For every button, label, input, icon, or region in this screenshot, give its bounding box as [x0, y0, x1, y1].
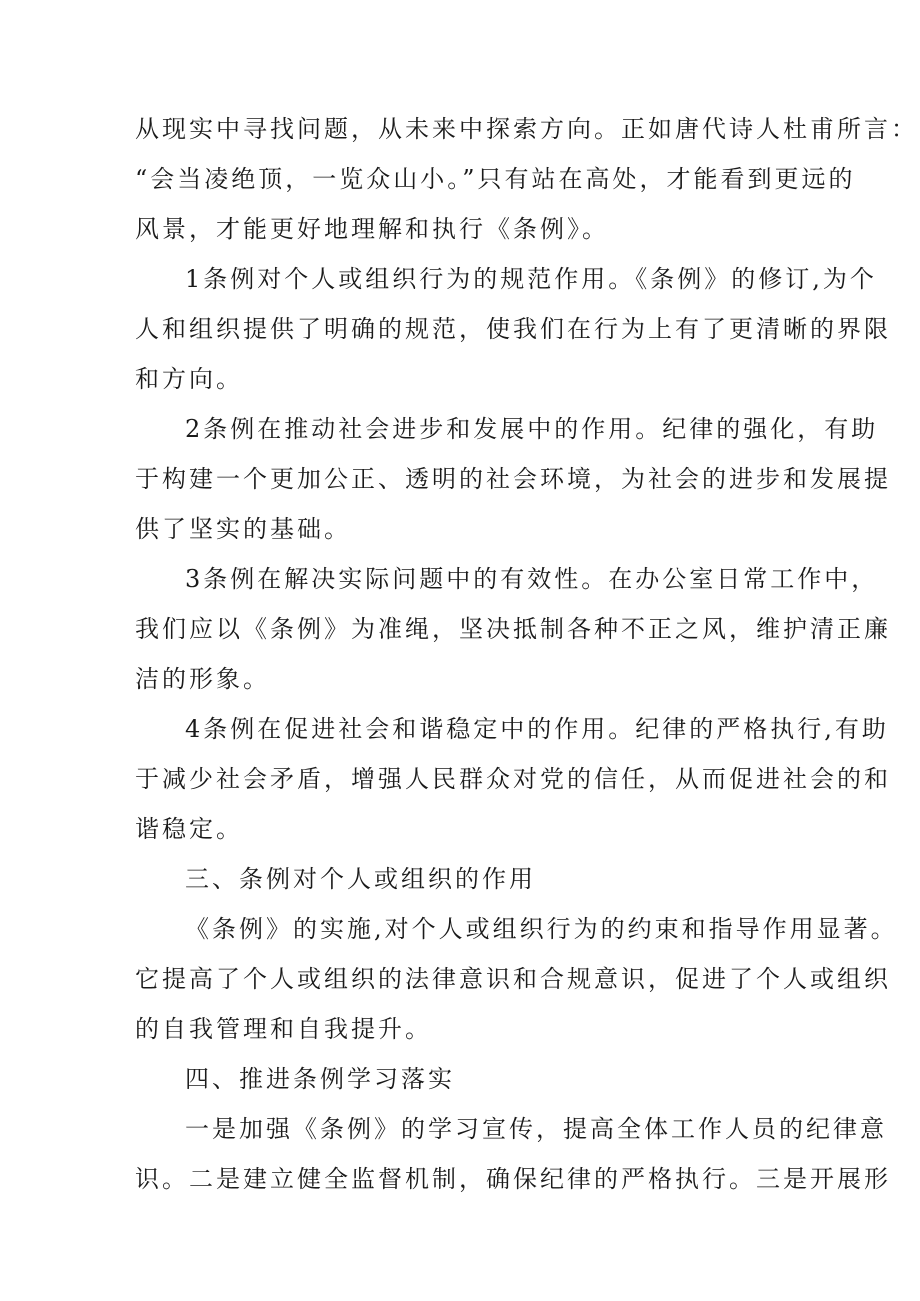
- text-line: 2条例在推动社会进步和发展中的作用。纪律的强化，有助: [185, 415, 879, 443]
- text-line: 于构建一个更加公正、透明的社会环境，为社会的进步和发展提: [135, 465, 891, 493]
- section-heading: 四、推进条例学习落实: [185, 1065, 455, 1093]
- text-line: 人和组织提供了明确的规范，使我们在行为上有了更清晰的界限: [135, 315, 891, 343]
- text-line: 的自我管理和自我提升。: [135, 1015, 432, 1043]
- text-line: 《条例》的实施,对个人或组织行为的约束和指导作用显著。: [185, 915, 898, 943]
- text-line: 4条例在促进社会和谐稳定中的作用。纪律的严格执行,有助: [185, 715, 889, 743]
- text-line: 风景，才能更好地理解和执行《条例》。: [135, 215, 609, 243]
- text-line: 谐稳定。: [135, 815, 243, 843]
- text-line: 和方向。: [135, 365, 243, 393]
- text-line: 1条例对个人或组织行为的规范作用。《条例》的修订,为个: [185, 265, 877, 293]
- text-line: 它提高了个人或组织的法律意识和合规意识，促进了个人或组织: [135, 965, 891, 993]
- text-line: “会当凌绝顶，一览众山小。”只有站在高处，才能看到更远的: [135, 165, 856, 193]
- text-line: 供了坚实的基础。: [135, 515, 351, 543]
- text-line: 于减少社会矛盾，增强人民群众对党的信任，从而促进社会的和: [135, 765, 891, 793]
- text-line: 3条例在解决实际问题中的有效性。在办公室日常工作中，: [185, 565, 879, 593]
- text-line: 我们应以《条例》为准绳，坚决抵制各种不正之风，维护清正廉: [135, 615, 891, 643]
- text-line: 洁的形象。: [135, 665, 270, 693]
- text-line: 从现实中寻找问题，从未来中探索方向。正如唐代诗人杜甫所言：: [135, 115, 918, 143]
- text-line: 识。二是建立健全监督机制，确保纪律的严格执行。三是开展形: [135, 1165, 891, 1193]
- text-line: 一是加强《条例》的学习宣传，提高全体工作人员的纪律意: [185, 1115, 887, 1143]
- section-heading: 三、条例对个人或组织的作用: [185, 865, 536, 893]
